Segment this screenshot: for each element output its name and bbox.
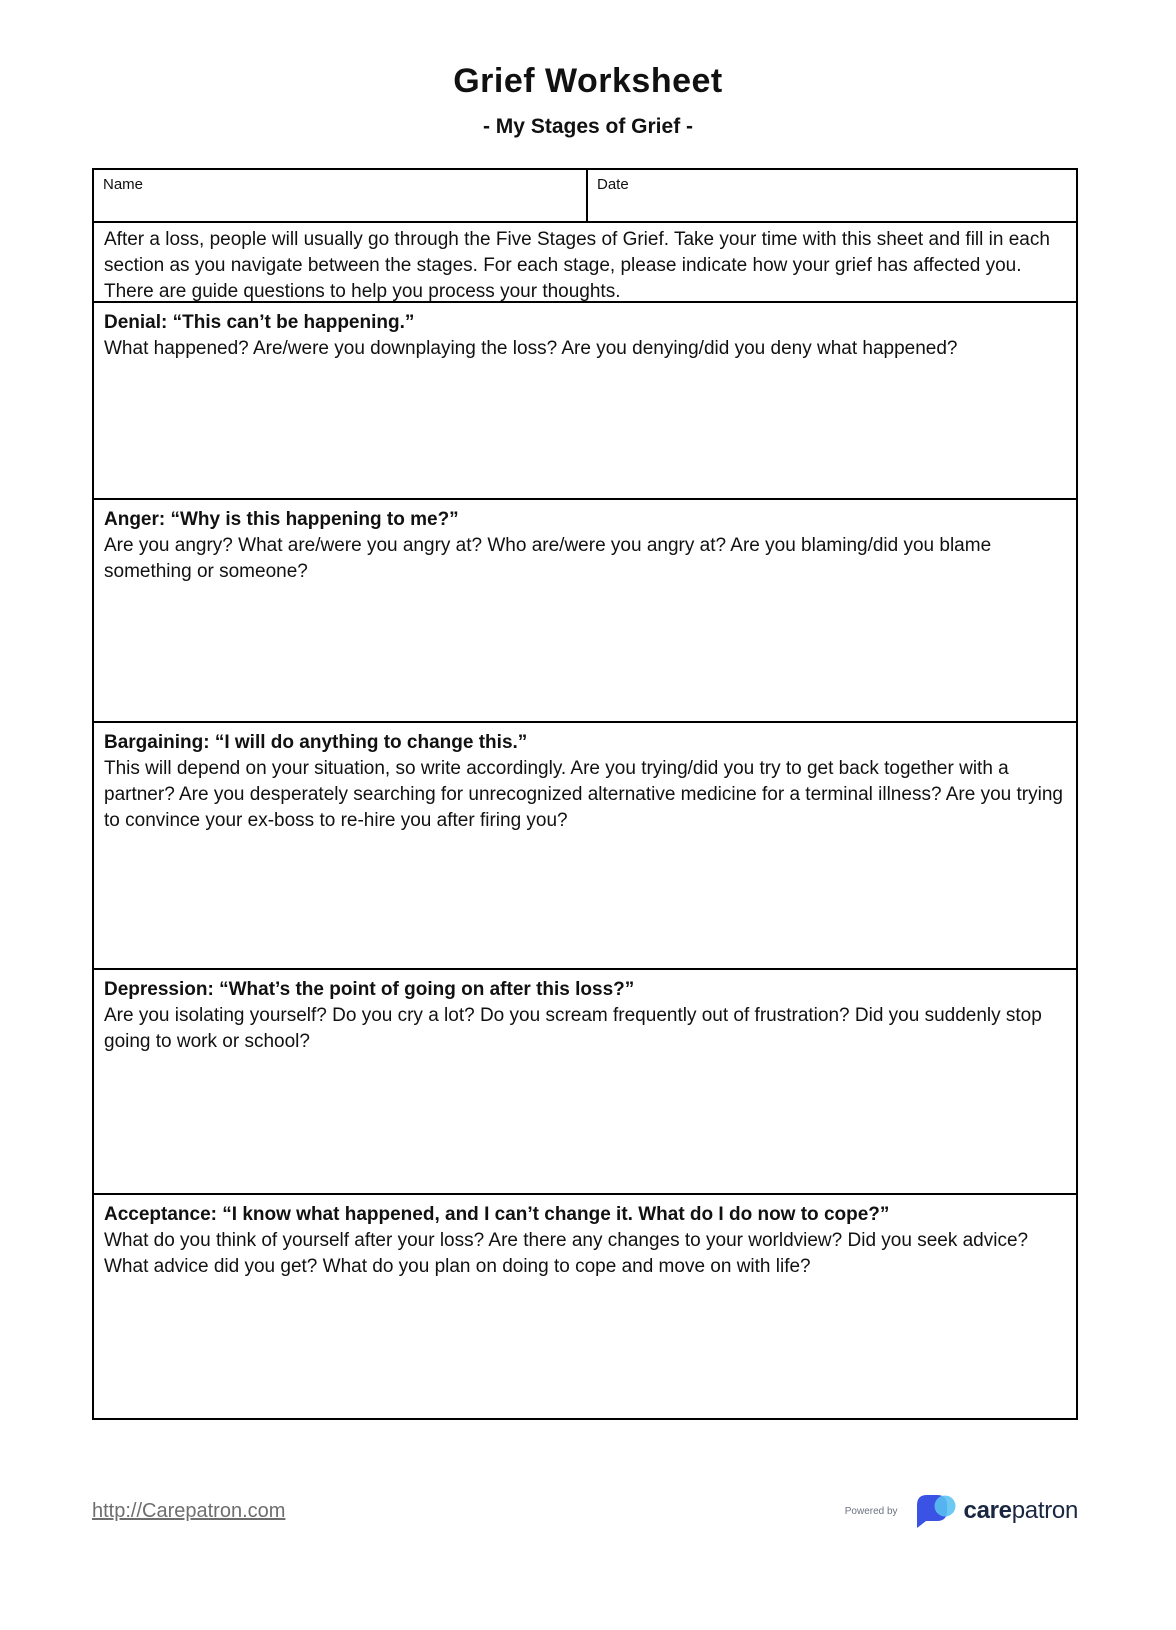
footer	[92, 1490, 1078, 1532]
section-heading: Acceptance: “I know what happened, and I can’t change it. What do I do now to cope?”	[104, 1204, 890, 1225]
brand-text-bold: care	[963, 1497, 1012, 1524]
intro-text: After a loss, people will usually go through the Five Stages of Grief. Take your time with this sheet and fill in each section as you navigate between the stages. For each stage, please indicate how your grief has affected you. There are guide questions to help you process your thoughts.	[104, 229, 1050, 302]
footer-url-link[interactable]: http://Carepatron.com	[92, 1499, 286, 1522]
section-questions: What happened? Are/were you downplaying the loss? Are you denying/did you deny what happened?	[104, 338, 958, 359]
carepatron-logo-icon	[912, 1490, 958, 1532]
section-answer-area[interactable]	[104, 834, 1066, 968]
name-date-row	[94, 170, 1076, 221]
date-field[interactable]	[588, 170, 1076, 221]
name-label: Name	[103, 176, 144, 193]
worksheet-table	[92, 168, 1078, 1420]
section-questions: Are you angry? What are/were you angry at? Who are/were you angry at? Are you blaming/did you blame something or someone?	[104, 535, 992, 582]
section-answer-area[interactable]	[104, 585, 1066, 721]
section-answer-area[interactable]	[104, 1280, 1066, 1418]
name-field[interactable]	[94, 170, 588, 221]
carepatron-wordmark	[964, 1497, 1078, 1525]
section-denial	[94, 301, 1076, 498]
section-heading: Bargaining: “I will do anything to change this.”	[104, 732, 528, 753]
section-bargaining	[94, 721, 1076, 968]
intro-row	[94, 221, 1076, 301]
page-subtitle: - My Stages of Grief -	[482, 115, 694, 138]
section-answer-area[interactable]	[104, 1055, 1066, 1193]
section-anger	[94, 498, 1076, 721]
brand-text-regular: patron	[1011, 1497, 1078, 1524]
section-answer-area[interactable]	[104, 362, 1066, 498]
section-questions: What do you think of yourself after your loss? Are there any changes to your worldview? Did you seek advice? What advice did you get? What do you plan on doing to cope and move on with life?	[104, 1230, 1029, 1277]
powered-by-group	[845, 1490, 1078, 1532]
section-acceptance	[94, 1193, 1076, 1418]
section-heading: Depression: “What’s the point of going on after this loss?”	[104, 979, 635, 1000]
section-heading: Denial: “This can’t be happening.”	[104, 312, 415, 333]
section-questions: Are you isolating yourself? Do you cry a lot? Do you scream frequently out of frustration? Did you suddenly stop going to work or school?	[104, 1005, 1042, 1052]
section-heading: Anger: “Why is this happening to me?”	[104, 509, 459, 530]
section-questions: This will depend on your situation, so write accordingly. Are you trying/did you try to get back together with a partner? Are you desperately searching for unrecognized alternative medicine for a terminal illness? Are you trying to convince your ex-boss to re-hire you after firing you?	[104, 758, 1063, 831]
section-depression	[94, 968, 1076, 1193]
powered-by-label: Powered by	[844, 1505, 898, 1517]
page-title: Grief Worksheet	[453, 62, 723, 100]
date-label: Date	[597, 176, 629, 193]
